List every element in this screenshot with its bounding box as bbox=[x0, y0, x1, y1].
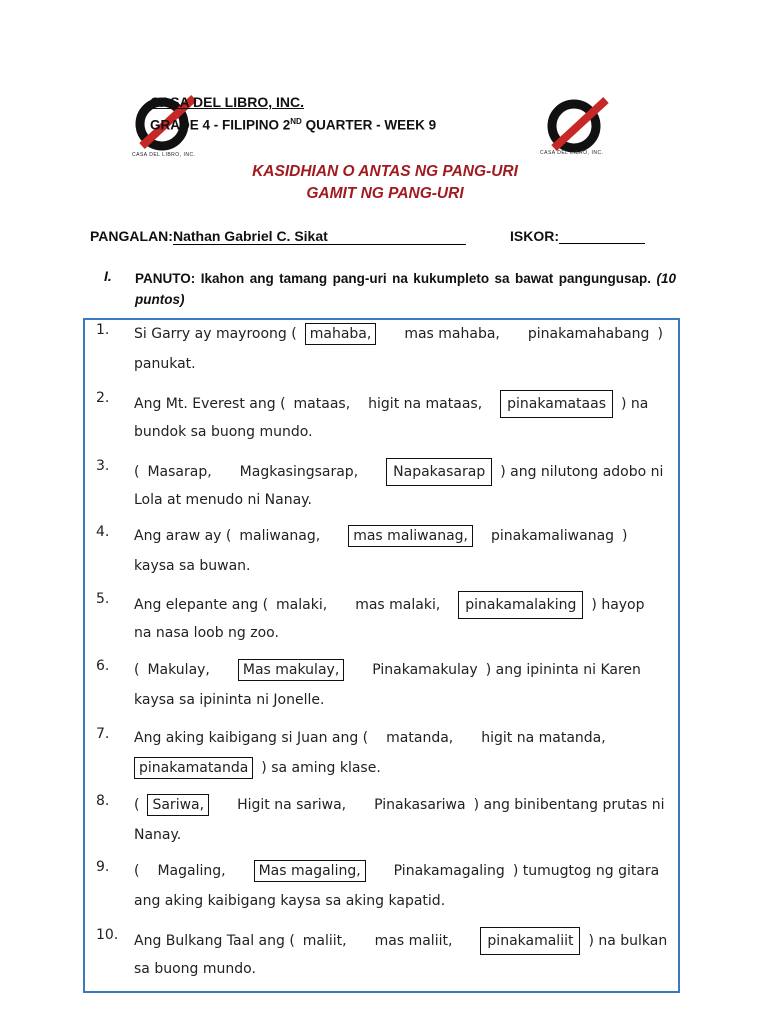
question-continuation bbox=[134, 756, 670, 786]
worksheet-title: KASIDHIAN O ANTAS NG PANG-URI bbox=[252, 163, 518, 180]
question-trail-text: ) bbox=[622, 528, 628, 544]
answer-option-selected[interactable]: mahaba, bbox=[305, 323, 377, 345]
answer-option-selected[interactable]: Sariwa, bbox=[147, 794, 209, 816]
question-body bbox=[134, 793, 670, 853]
question-line bbox=[134, 458, 670, 488]
question-lead-text: Ang aking kaibigang si Juan ang ( bbox=[134, 730, 369, 746]
question-line bbox=[134, 658, 670, 688]
answer-option-selected[interactable]: Mas makulay, bbox=[238, 659, 344, 681]
score-label: ISKOR: bbox=[510, 228, 559, 244]
answer-option[interactable]: Magaling, bbox=[157, 863, 226, 879]
answer-option[interactable]: maliwanag, bbox=[239, 528, 321, 544]
question-continuation: bundok sa buong mundo. bbox=[134, 424, 313, 440]
question-line bbox=[134, 793, 670, 823]
company-logo-right bbox=[536, 90, 616, 170]
answer-option-selected[interactable]: Napakasarap bbox=[386, 458, 492, 486]
grade-suffix: QUARTER - WEEK 9 bbox=[301, 117, 437, 133]
answer-option[interactable]: matanda, bbox=[386, 730, 454, 746]
question-line bbox=[134, 524, 670, 554]
question-number: 5. bbox=[96, 591, 110, 607]
question-trail-text: ) na bbox=[620, 396, 649, 412]
answer-option-selected[interactable]: pinakamaliit bbox=[480, 927, 580, 955]
question-body bbox=[134, 390, 670, 450]
instructions bbox=[135, 268, 676, 310]
name-field[interactable]: Nathan Gabriel C. Sikat bbox=[173, 228, 466, 245]
question-line bbox=[134, 726, 670, 756]
question-number: 8. bbox=[96, 793, 110, 809]
question-line bbox=[134, 390, 670, 420]
question-continuation: kaysa sa buwan. bbox=[134, 558, 251, 574]
question-number: 3. bbox=[96, 458, 110, 474]
question-lead-text: Ang Bulkang Taal ang ( bbox=[134, 933, 295, 949]
answer-option-selected[interactable]: pinakamataas bbox=[500, 390, 613, 418]
answer-option[interactable]: mas malaki, bbox=[355, 597, 441, 613]
question-number: 1. bbox=[96, 322, 110, 338]
instructions-text: PANUTO: Ikahon ang tamang pang-uri na kukumpleto sa bawat pangungusap. bbox=[135, 271, 651, 286]
question-body bbox=[134, 658, 670, 718]
question-continuation: ang aking kaibigang kaysa sa aking kapatid. bbox=[134, 893, 446, 909]
question-continuation: kaysa sa ipininta ni Jonelle. bbox=[134, 692, 325, 708]
question-trail-text: ) ang binibentang prutas ni bbox=[473, 797, 665, 813]
question-number: 2. bbox=[96, 390, 110, 406]
question-body bbox=[134, 726, 670, 786]
question-body bbox=[134, 524, 670, 584]
question-trail-text: ) ang ipininta ni Karen bbox=[485, 662, 641, 678]
answer-option[interactable]: maliit, bbox=[302, 933, 347, 949]
answer-option-selected[interactable]: Mas magaling, bbox=[254, 860, 366, 882]
question-line bbox=[134, 859, 670, 889]
answer-option[interactable]: Pinakamagaling bbox=[393, 863, 505, 879]
question-body bbox=[134, 591, 670, 651]
answer-option-selected[interactable]: pinakamalaking bbox=[458, 591, 583, 619]
answer-option[interactable]: Higit na sariwa, bbox=[237, 797, 347, 813]
question-number: 9. bbox=[96, 859, 110, 875]
answer-option-selected[interactable]: mas maliwanag, bbox=[348, 525, 473, 547]
question-continuation: Lola at menudo ni Nanay. bbox=[134, 492, 312, 508]
instructions-points: (10 puntos) bbox=[135, 271, 676, 307]
question-number: 6. bbox=[96, 658, 110, 674]
question-lead-text: ( bbox=[134, 863, 140, 879]
answer-option[interactable]: Makulay, bbox=[147, 662, 210, 678]
question-lead-text: ( bbox=[134, 464, 140, 480]
question-trail-text: ) ang nilutong adobo ni bbox=[500, 464, 664, 480]
question-body bbox=[134, 859, 670, 919]
grade-prefix: GRADE 4 - FILIPINO 2 bbox=[150, 117, 291, 133]
name-label: PANGALAN: bbox=[90, 228, 173, 244]
question-trail-text: ) hayop bbox=[591, 597, 645, 613]
question-body bbox=[134, 322, 670, 382]
question-lead-text: Ang elepante ang ( bbox=[134, 597, 269, 613]
answer-option[interactable]: higit na mataas, bbox=[368, 396, 483, 412]
question-lead-text: Ang araw ay ( bbox=[134, 528, 232, 544]
question-body bbox=[134, 458, 670, 518]
company-name: CASA DEL LIBRO, INC. bbox=[150, 94, 305, 110]
question-number: 4. bbox=[96, 524, 110, 540]
logo-caption-left: CASA DEL LIBRO, INC. bbox=[132, 152, 196, 158]
answer-option[interactable]: mas mahaba, bbox=[404, 326, 500, 342]
section-number: I. bbox=[104, 268, 112, 284]
answer-option[interactable]: pinakamaliwanag bbox=[491, 528, 615, 544]
answer-option[interactable]: Magkasingsarap, bbox=[239, 464, 359, 480]
question-line bbox=[134, 591, 670, 621]
answer-option-selected[interactable]: pinakamatanda bbox=[134, 757, 253, 779]
question-trail-text: ) sa aming klase. bbox=[261, 760, 381, 776]
answer-option[interactable]: higit na matanda, bbox=[481, 730, 606, 746]
question-line bbox=[134, 927, 670, 957]
worksheet-subtitle: GAMIT NG PANG-URI bbox=[306, 185, 464, 202]
answer-option[interactable]: Pinakasariwa bbox=[374, 797, 466, 813]
question-lead-text: ( bbox=[134, 662, 140, 678]
question-number: 10. bbox=[96, 927, 119, 943]
question-trail-text: ) tumugtog ng gitara bbox=[512, 863, 660, 879]
answer-option[interactable]: Pinakamakulay bbox=[372, 662, 478, 678]
answer-option[interactable]: malaki, bbox=[276, 597, 328, 613]
logo-caption-right: CASA DEL LIBRO, INC. bbox=[540, 150, 604, 156]
question-continuation: sa buong mundo. bbox=[134, 961, 256, 977]
answer-option[interactable]: mataas, bbox=[293, 396, 351, 412]
question-lead-text: Si Garry ay mayroong ( bbox=[134, 326, 297, 342]
question-line bbox=[134, 322, 670, 352]
answer-option[interactable]: pinakamahabang bbox=[527, 326, 650, 342]
name-row bbox=[90, 228, 466, 245]
question-continuation: panukat. bbox=[134, 356, 196, 372]
question-lead-text: Ang Mt. Everest ang ( bbox=[134, 396, 286, 412]
question-trail-text: ) na bulkan bbox=[588, 933, 668, 949]
question-continuation: na nasa loob ng zoo. bbox=[134, 625, 279, 641]
answer-option[interactable]: Masarap, bbox=[147, 464, 212, 480]
question-trail-text: ) bbox=[657, 326, 663, 342]
question-body bbox=[134, 927, 670, 987]
question-lead-text: ( bbox=[134, 797, 140, 813]
grade-line bbox=[150, 117, 436, 133]
score-row bbox=[510, 228, 645, 244]
question-continuation: Nanay. bbox=[134, 827, 182, 843]
question-number: 7. bbox=[96, 726, 110, 742]
grade-sup: ND bbox=[290, 117, 302, 126]
answer-option[interactable]: mas maliit, bbox=[374, 933, 453, 949]
score-field[interactable] bbox=[559, 229, 645, 244]
